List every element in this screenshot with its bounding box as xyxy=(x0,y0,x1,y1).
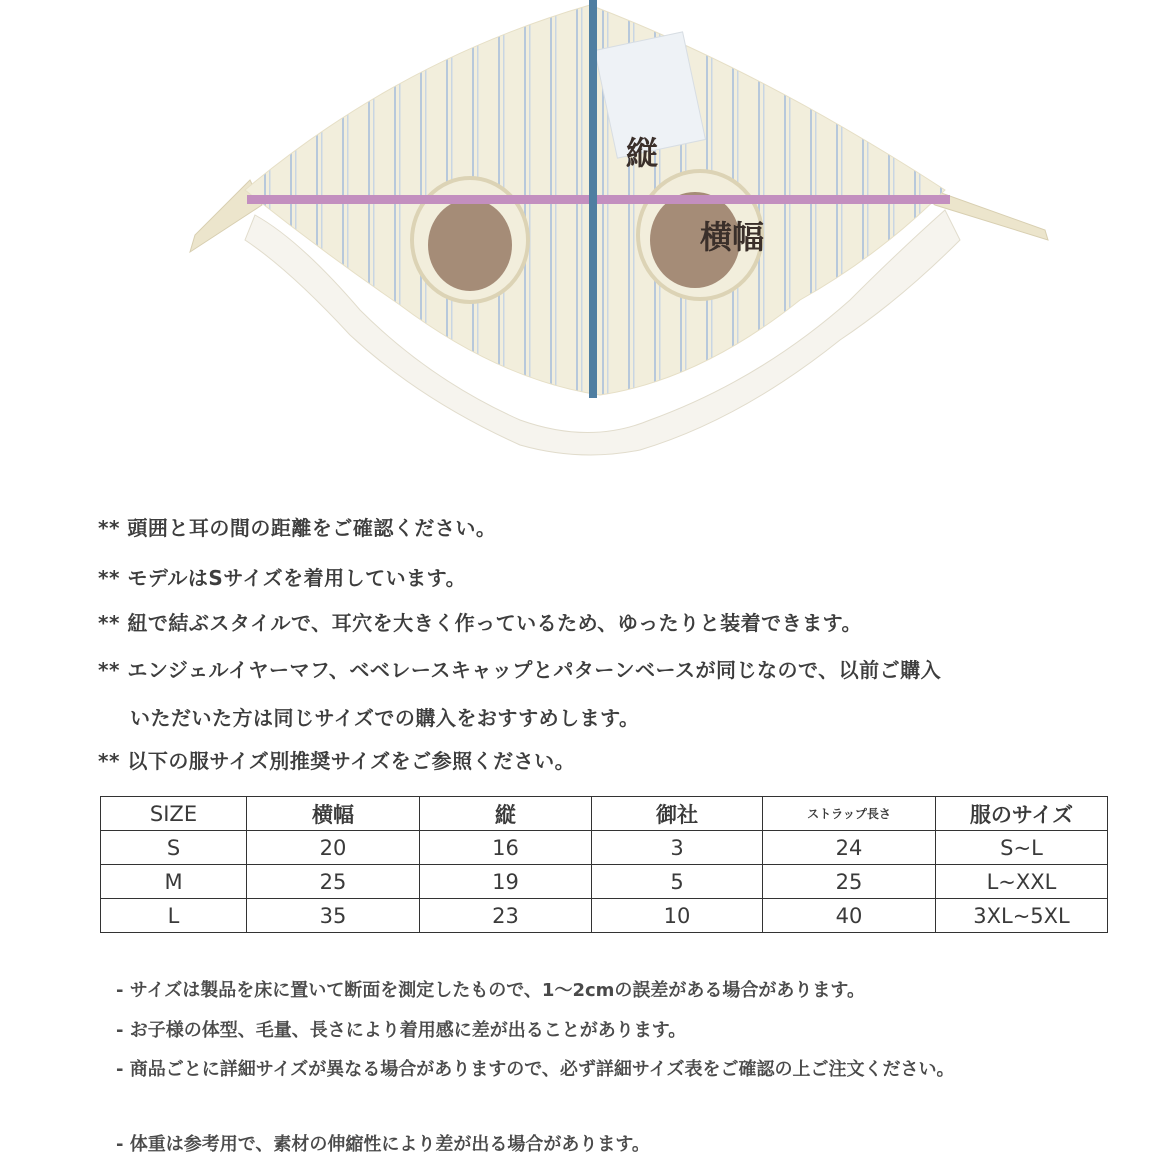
header-clothes-size: 服のサイズ xyxy=(936,797,1108,831)
horizontal-label: 横幅 xyxy=(700,218,765,256)
cell: L~XXL xyxy=(936,865,1108,899)
footnote-fit: - お子様の体型、毛量、長さにより着用感に差が出ることがあります。 xyxy=(116,1020,687,1041)
cell: 19 xyxy=(420,865,592,899)
note-pattern-cont: いただいた方は同じサイズでの購入をおすすめします。 xyxy=(130,706,640,730)
cell: L xyxy=(101,899,247,933)
cell: 25 xyxy=(247,865,420,899)
product-figure xyxy=(0,0,1155,470)
cell: 25 xyxy=(763,865,936,899)
note-recommend: ** 以下の服サイズ別推奨サイズをご参照ください。 xyxy=(98,749,576,773)
table-row xyxy=(101,865,1108,899)
cell: S xyxy=(101,831,247,865)
table-row xyxy=(101,899,1108,933)
vertical-label: 縦 xyxy=(626,134,659,172)
size-table xyxy=(100,796,1108,933)
header-strap: ストラップ長さ xyxy=(763,797,936,831)
header-onsha: 御社 xyxy=(592,797,763,831)
header-size: SIZE xyxy=(101,797,247,831)
cell: S~L xyxy=(936,831,1108,865)
cell: 20 xyxy=(247,831,420,865)
cell: 3XL~5XL xyxy=(936,899,1108,933)
note-fit: ** 紐で結ぶスタイルで、耳穴を大きく作っているため、ゆったりと装着できます。 xyxy=(98,611,862,635)
note-pattern: ** エンジェルイヤーマフ、ベベレースキャップとパターンベースが同じなので、以前ご購入 xyxy=(98,658,942,682)
table-header-row xyxy=(101,797,1108,831)
note-model-size: ** モデルはSサイズを着用しています。 xyxy=(98,566,467,590)
horizontal-measure-line xyxy=(247,195,950,204)
cell: M xyxy=(101,865,247,899)
cell: 35 xyxy=(247,899,420,933)
table-row xyxy=(101,831,1108,865)
cell: 16 xyxy=(420,831,592,865)
cell: 40 xyxy=(763,899,936,933)
cell: 5 xyxy=(592,865,763,899)
cell: 24 xyxy=(763,831,936,865)
vertical-measure-line xyxy=(589,0,597,398)
footnote-check: - 商品ごとに詳細サイズが異なる場合がありますので、必ず詳細サイズ表をご確認の上ご注文ください。 xyxy=(116,1059,955,1080)
note-head-distance: ** 頭囲と耳の間の距離をご確認ください。 xyxy=(98,516,497,540)
footnote-measure: - サイズは製品を床に置いて断面を測定したもので、1～2cmの誤差がある場合があります。 xyxy=(116,980,865,1001)
footnote-weight: - 体重は参考用で、素材の伸縮性により差が出る場合があります。 xyxy=(116,1134,650,1155)
product-photo xyxy=(0,0,1155,470)
header-width: 横幅 xyxy=(247,797,420,831)
cell: 10 xyxy=(592,899,763,933)
header-length: 縦 xyxy=(420,797,592,831)
cell: 3 xyxy=(592,831,763,865)
cell: 23 xyxy=(420,899,592,933)
left-ear-hole xyxy=(428,199,512,291)
